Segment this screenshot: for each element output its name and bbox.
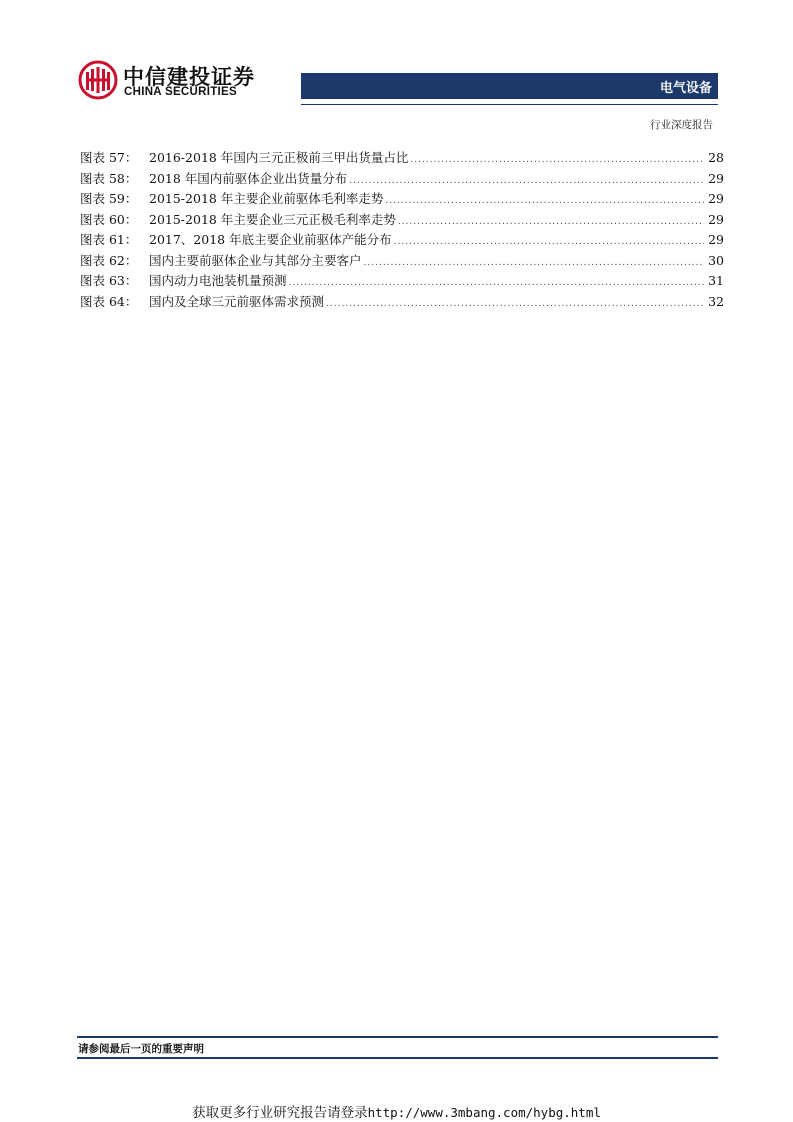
dot-leader xyxy=(326,294,704,315)
sector-label: 电气设备 xyxy=(659,81,712,96)
download-text: 获取更多行业研究报告请登录 xyxy=(192,1105,368,1121)
dot-leader xyxy=(289,273,705,294)
figure-list-item[interactable] xyxy=(80,210,724,231)
figure-title[interactable]: 2015-2018 年主要企业三元正极毛利率走势 xyxy=(149,211,396,227)
logo-name-en: CHINA SECURITIES xyxy=(124,86,237,98)
figure-title[interactable]: 2015-2018 年主要企业前驱体毛利率走势 xyxy=(149,191,384,206)
figure-title[interactable]: 2018 年国内前驱体企业出货量分布 xyxy=(149,170,348,186)
page-number[interactable]: 32 xyxy=(708,293,724,309)
dot-leader xyxy=(394,232,704,253)
figure-list xyxy=(80,148,724,312)
figure-title[interactable]: 国内动力电池装机量预测 xyxy=(149,273,287,288)
figure-number: 图表 59： xyxy=(80,191,138,206)
page-number[interactable]: 29 xyxy=(708,232,724,247)
figure-list-item[interactable] xyxy=(80,230,724,251)
page-header xyxy=(0,0,793,140)
figure-list-item[interactable] xyxy=(80,292,724,313)
footer-divider-bottom xyxy=(77,1057,718,1059)
dot-leader xyxy=(410,150,704,171)
sector-banner xyxy=(301,73,718,99)
figure-number: 图表 64： xyxy=(80,293,138,309)
download-notice xyxy=(0,1101,793,1121)
figure-list-item[interactable] xyxy=(80,271,724,292)
figure-list-item[interactable] xyxy=(80,169,724,190)
figure-title[interactable]: 2017、2018 年底主要企业前驱体产能分布 xyxy=(149,232,392,247)
figure-number: 图表 57： xyxy=(80,150,138,165)
page-number[interactable]: 29 xyxy=(708,191,724,206)
footer-divider-top xyxy=(77,1036,718,1038)
dot-leader xyxy=(398,212,704,233)
page-number[interactable]: 29 xyxy=(708,170,724,186)
figure-number: 图表 60： xyxy=(80,211,138,227)
company-logo xyxy=(78,60,255,102)
figure-number: 图表 61： xyxy=(80,232,138,247)
figure-list-item[interactable] xyxy=(80,148,724,169)
page-number[interactable]: 29 xyxy=(708,211,724,227)
figure-title[interactable]: 国内主要前驱体企业与其部分主要客户 xyxy=(149,252,362,268)
figure-number: 图表 63： xyxy=(80,273,138,288)
report-type: 行业深度报告 xyxy=(650,119,713,131)
figure-number: 图表 58： xyxy=(80,170,138,186)
page-number[interactable]: 28 xyxy=(708,150,724,165)
figure-list-item[interactable] xyxy=(80,251,724,272)
figure-list-item[interactable] xyxy=(80,189,724,210)
figure-title[interactable]: 2016-2018 年国内三元正极前三甲出货量占比 xyxy=(149,150,409,165)
page-number[interactable]: 31 xyxy=(708,273,724,288)
download-link[interactable]: http://www.3mbang.com/hybg.html xyxy=(367,1105,601,1120)
dot-leader xyxy=(364,253,705,274)
logo-name-cn: 中信建投证券 xyxy=(123,65,255,89)
disclaimer-note: 请参阅最后一页的重要声明 xyxy=(78,1043,204,1055)
dot-leader xyxy=(385,191,704,212)
header-divider xyxy=(301,104,718,105)
china-securities-logo-icon xyxy=(78,60,118,100)
dot-leader xyxy=(349,171,704,192)
figure-number: 图表 62： xyxy=(80,252,138,268)
figure-title[interactable]: 国内及全球三元前驱体需求预测 xyxy=(149,293,325,309)
page-number[interactable]: 30 xyxy=(708,252,724,268)
